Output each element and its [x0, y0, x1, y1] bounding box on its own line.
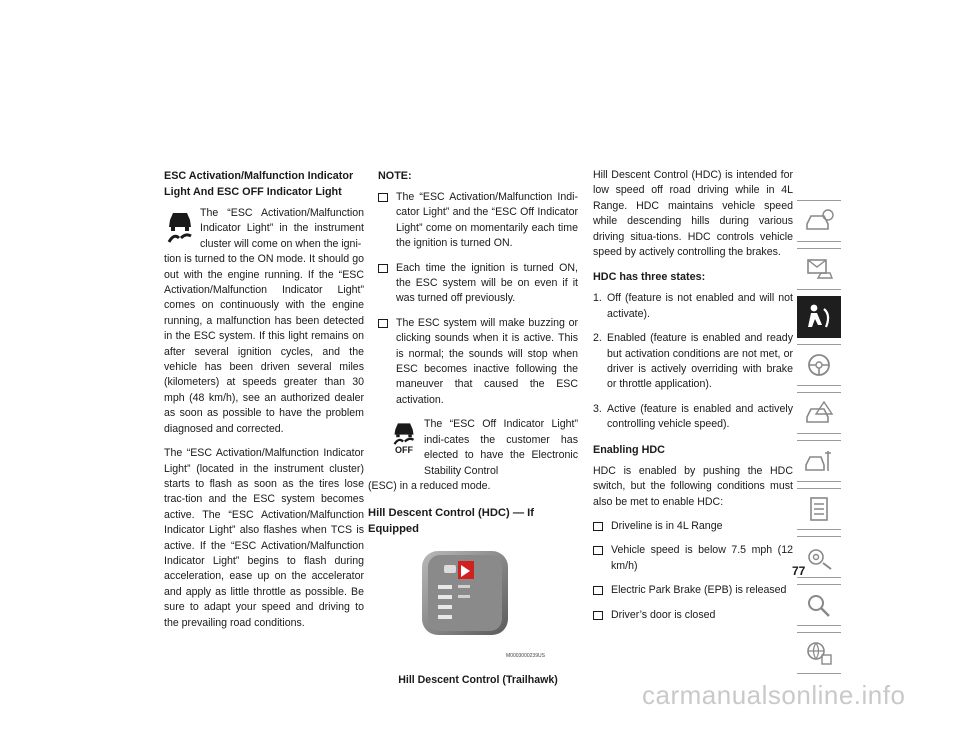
esc-light-heading: ESC Activation/Malfunction Indicator Light And ESC OFF Indicator Light: [164, 170, 354, 198]
car-tools-icon: [804, 448, 834, 474]
condition-item: Electric Park Brake (EPB) is released: [593, 583, 793, 598]
checkbox-icon: [593, 546, 603, 555]
checkbox-icon: [378, 264, 388, 273]
tab-servicing[interactable]: [797, 440, 841, 482]
page-number: 77: [792, 564, 806, 578]
note-bullet: The ESC system will make buzzing or clicking sounds when it is active. This is normal; the sounds will stop when ESC becomes inactive following the maneuver that caused the ESC activation.: [378, 316, 578, 408]
tab-emergency[interactable]: [797, 392, 841, 434]
hdc-heading: Hill Descent Control (HDC) — If Equipped: [368, 507, 534, 535]
enabling-heading: Enabling HDC: [593, 443, 665, 456]
tab-index[interactable]: [797, 584, 841, 626]
column-right: [593, 168, 793, 632]
checkbox-icon: [593, 522, 603, 531]
esc-para2: The “ESC Activation/Malfunction Indicator Light” (located in the instrument cluster) starts to flash as soon as the tires lose trac-tion and the ESC system becomes active. The “ESC Activation/Malfunction Indicator Light” also flashes when TCS is active. If the “ESC Activation/Malfunction Indicator Light” begins to flash during acceleration, ease up on the accelerator and apply as little throttle as possible. Be sure to adapt your speed and driving to the prevailing road conditions.: [164, 447, 364, 629]
condition-item: Driver’s door is closed: [593, 608, 793, 623]
tab-car-info[interactable]: [797, 200, 841, 242]
magnifier-icon: [804, 592, 834, 618]
tab-messages[interactable]: [797, 248, 841, 290]
esc-para1-rest: tion is turned to the ON mode. It should go out with the engine running. If the “ESC Activation/Malfunction Indicator Light” comes on continuously with the engine running, a malfunction has been detected in the ESC system. If this light remains on after several ignition cycles, and the vehicle has been driven several miles (kilometers) at speeds greater than 30 mph (48 km/h), see an authorized dealer as soon as possible to have the problem diagnosed and corrected.: [164, 253, 364, 435]
languages-icon: [804, 640, 834, 666]
wrench-gear-icon: [804, 544, 834, 570]
column-middle: [368, 168, 578, 689]
esc-off-icon: [388, 417, 420, 457]
envelope-car-icon: [804, 256, 834, 282]
car-warning-icon: [804, 400, 834, 426]
esc-off-icon-label: OFF: [395, 445, 413, 456]
checklist-icon: [804, 496, 834, 522]
esc-off-rest: (ESC) in a reduced mode.: [368, 479, 491, 492]
car-info-icon: [804, 208, 834, 234]
esc-intro-row: [164, 206, 364, 252]
watermark: carmanualsonline.info: [642, 680, 906, 710]
state-item: 3. Active (feature is enabled and actively controlling vehicle speed).: [593, 402, 793, 431]
checkbox-icon: [378, 319, 388, 328]
note-bullet: The “ESC Activation/Malfunction Indi-cator Light” and the “ESC Off Indicator Light” come on momentarily each time the ignition is turned ON.: [378, 190, 578, 252]
column-left: [164, 168, 364, 640]
steering-wheel-icon: [804, 352, 834, 378]
esc-off-intro: The “ESC Off Indicator Light” indi-cates the customer has elected to have the Electronic Stability Control: [424, 418, 578, 477]
checkbox-icon: [593, 586, 603, 595]
tab-languages[interactable]: [797, 632, 841, 674]
checkbox-icon: [378, 193, 388, 202]
state-item: 2. Enabled (feature is enabled and ready but activation conditions are not met, or driver is actively overriding with brake or throttle application).: [593, 332, 793, 391]
note-bullet: Each time the ignition is turned ON, the ESC system will be on even if it was turned off previously.: [378, 261, 578, 307]
esc-off-row: [388, 417, 578, 479]
hdc-states-heading: HDC has three states:: [593, 271, 706, 284]
hdc-switch-figure: [408, 551, 548, 667]
condition-item: Driveline is in 4L Range: [593, 519, 793, 534]
esc-para1-intro: The “ESC Activation/Malfunction Indicator Light” in the instrument cluster will come on when the igni-: [200, 207, 364, 250]
figure-code: M0003000239US: [506, 653, 545, 660]
chapter-tabs: [797, 200, 843, 680]
tab-specifications[interactable]: [797, 488, 841, 530]
state-item: 1. Off (feature is not enabled and will not activate).: [593, 292, 793, 320]
checkbox-icon: [593, 611, 603, 620]
esc-skid-icon: [164, 206, 196, 246]
note-label: NOTE:: [378, 170, 412, 182]
figure-caption: Hill Descent Control (Trailhawk): [398, 674, 558, 687]
condition-item: Vehicle speed is below 7.5 mph (12 km/h): [593, 543, 793, 574]
tab-safety[interactable]: [797, 296, 841, 338]
hdc-intro-para: Hill Descent Control (HDC) is intended for low speed off road driving while in 4L Range. HDC maintains vehicle speed while descending hills during various driving situa-tions. HDC controls vehicle speed by actively controlling the brakes.: [593, 169, 793, 259]
enabling-para: HDC is enabled by pushing the HDC switch, but the following conditions must also be met to enable HDC:: [593, 464, 793, 508]
tab-driving[interactable]: [797, 344, 841, 386]
driver-airbag-icon: [804, 303, 834, 331]
